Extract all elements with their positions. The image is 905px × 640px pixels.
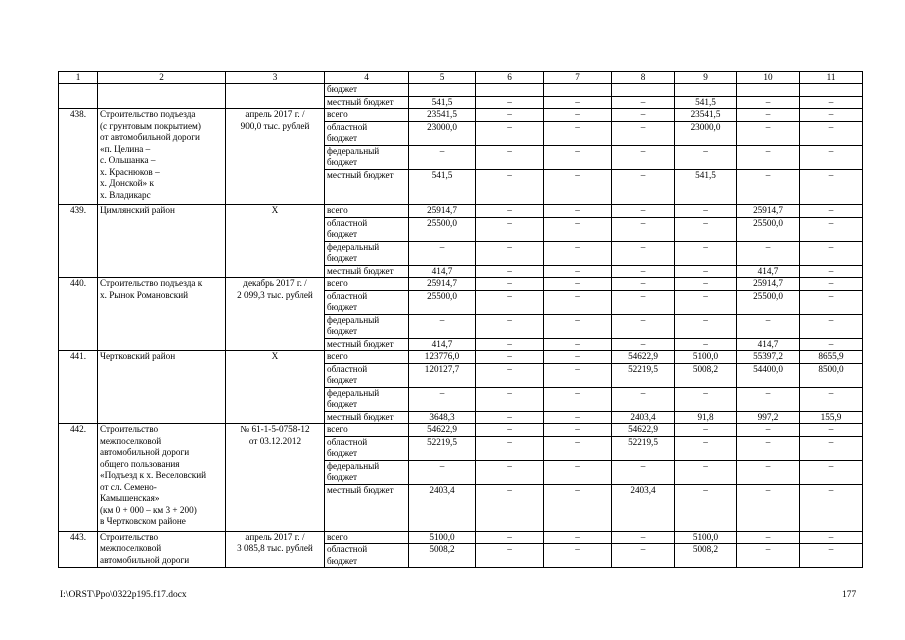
- amount-cell: –: [737, 424, 800, 437]
- amount-cell: 2403,4: [612, 484, 675, 531]
- conditions: Х: [226, 205, 325, 278]
- amount-cell: –: [476, 436, 544, 460]
- amount-cell: –: [544, 265, 612, 278]
- amount-cell: 414,7: [737, 265, 800, 278]
- amount-cell: –: [544, 531, 612, 544]
- amount-cell: 25500,0: [737, 217, 800, 241]
- budget-category: всего: [325, 109, 409, 122]
- budget-category: местный бюджет: [325, 411, 409, 424]
- budget-category: местный бюджет: [325, 169, 409, 205]
- amount-cell: 541,5: [409, 96, 476, 109]
- amount-cell: 55397,2: [737, 351, 800, 364]
- amount-cell: 414,7: [409, 338, 476, 351]
- budget-category: всего: [325, 278, 409, 291]
- amount-cell: 541,5: [675, 169, 737, 205]
- amount-cell: –: [800, 436, 863, 460]
- amount-cell: 5008,2: [409, 544, 476, 568]
- amount-cell: [737, 84, 800, 97]
- amount-cell: –: [544, 544, 612, 568]
- amount-cell: –: [800, 169, 863, 205]
- budget-category: областной бюджет: [325, 121, 409, 145]
- amount-cell: [612, 84, 675, 97]
- conditions: Х: [226, 351, 325, 424]
- amount-cell: –: [675, 460, 737, 484]
- amount-cell: –: [612, 241, 675, 265]
- budget-category: областной бюджет: [325, 544, 409, 568]
- amount-cell: –: [544, 169, 612, 205]
- budget-category: федеральный бюджет: [325, 314, 409, 338]
- amount-cell: –: [800, 121, 863, 145]
- amount-cell: –: [612, 544, 675, 568]
- table-row: [59, 278, 863, 291]
- row-number: 438.: [59, 109, 98, 205]
- amount-cell: –: [544, 351, 612, 364]
- amount-cell: 2403,4: [612, 411, 675, 424]
- amount-cell: 5100,0: [409, 531, 476, 544]
- budget-category: местный бюджет: [325, 484, 409, 531]
- amount-cell: –: [409, 387, 476, 411]
- amount-cell: 23000,0: [675, 121, 737, 145]
- amount-cell: [544, 84, 612, 97]
- column-header: 1: [59, 72, 98, 84]
- amount-cell: –: [612, 278, 675, 291]
- amount-cell: –: [476, 460, 544, 484]
- budget-category: областной бюджет: [325, 217, 409, 241]
- amount-cell: –: [544, 96, 612, 109]
- row-number: 442.: [59, 424, 98, 532]
- amount-cell: –: [476, 145, 544, 169]
- amount-cell: –: [675, 484, 737, 531]
- amount-cell: –: [800, 241, 863, 265]
- amount-cell: –: [800, 217, 863, 241]
- amount-cell: –: [737, 544, 800, 568]
- amount-cell: –: [612, 290, 675, 314]
- amount-cell: –: [800, 460, 863, 484]
- amount-cell: [800, 84, 863, 97]
- amount-cell: –: [612, 217, 675, 241]
- amount-cell: –: [544, 145, 612, 169]
- conditions: № 61-1-5-0758-12 от 03.12.2012: [226, 424, 325, 532]
- amount-cell: –: [544, 314, 612, 338]
- amount-cell: –: [675, 387, 737, 411]
- amount-cell: –: [476, 484, 544, 531]
- object-name: Строительство межпоселковой автомобильной дороги общего пользования «Подъезд к х. Веселовский от сл. Семено- Камышенская» (км 0 + 000 – км 3 + 200) в Чертковском районе: [98, 424, 226, 532]
- amount-cell: –: [800, 484, 863, 531]
- table-row: [59, 205, 863, 218]
- column-header: 7: [544, 72, 612, 84]
- object-name: Строительство подъезда к х. Рынок Романовский: [98, 278, 226, 351]
- amount-cell: –: [476, 351, 544, 364]
- amount-cell: –: [544, 387, 612, 411]
- amount-cell: 52219,5: [612, 363, 675, 387]
- amount-cell: 54400,0: [737, 363, 800, 387]
- amount-cell: –: [476, 121, 544, 145]
- amount-cell: [409, 84, 476, 97]
- budget-category: бюджет: [325, 84, 409, 97]
- amount-cell: 23000,0: [409, 121, 476, 145]
- amount-cell: 91,8: [675, 411, 737, 424]
- amount-cell: –: [737, 121, 800, 145]
- amount-cell: 8500,0: [800, 363, 863, 387]
- amount-cell: –: [737, 169, 800, 205]
- amount-cell: –: [476, 205, 544, 218]
- budget-category: областной бюджет: [325, 436, 409, 460]
- budget-category: всего: [325, 351, 409, 364]
- budget-category: областной бюджет: [325, 290, 409, 314]
- file-path: I:\ORST\Ppo\0322p195.f17.docx: [60, 590, 187, 600]
- object-name: Строительство межпоселковой автомобильной дороги: [98, 531, 226, 568]
- amount-cell: –: [800, 387, 863, 411]
- amount-cell: –: [800, 314, 863, 338]
- column-header: 9: [675, 72, 737, 84]
- amount-cell: 23541,5: [675, 109, 737, 122]
- amount-cell: –: [476, 544, 544, 568]
- amount-cell: –: [476, 278, 544, 291]
- amount-cell: –: [544, 121, 612, 145]
- amount-cell: –: [675, 145, 737, 169]
- row-number: 440.: [59, 278, 98, 351]
- amount-cell: –: [737, 96, 800, 109]
- column-header: 5: [409, 72, 476, 84]
- amount-cell: –: [612, 338, 675, 351]
- amount-cell: –: [544, 460, 612, 484]
- amount-cell: –: [675, 217, 737, 241]
- amount-cell: –: [409, 145, 476, 169]
- amount-cell: –: [476, 241, 544, 265]
- amount-cell: 997,2: [737, 411, 800, 424]
- amount-cell: –: [737, 241, 800, 265]
- column-header: 8: [612, 72, 675, 84]
- amount-cell: 5100,0: [675, 351, 737, 364]
- amount-cell: –: [800, 278, 863, 291]
- budget-category: федеральный бюджет: [325, 460, 409, 484]
- amount-cell: –: [737, 531, 800, 544]
- amount-cell: 541,5: [409, 169, 476, 205]
- column-header: 2: [98, 72, 226, 84]
- row-number: 441.: [59, 351, 98, 424]
- amount-cell: 2403,4: [409, 484, 476, 531]
- amount-cell: –: [544, 424, 612, 437]
- amount-cell: –: [612, 145, 675, 169]
- amount-cell: –: [737, 460, 800, 484]
- amount-cell: 54622,9: [409, 424, 476, 437]
- amount-cell: 414,7: [737, 338, 800, 351]
- budget-category: всего: [325, 424, 409, 437]
- column-header: 10: [737, 72, 800, 84]
- amount-cell: 5008,2: [675, 544, 737, 568]
- table-row: [59, 84, 863, 97]
- amount-cell: 5008,2: [675, 363, 737, 387]
- amount-cell: 5100,0: [675, 531, 737, 544]
- amount-cell: –: [476, 531, 544, 544]
- amount-cell: 23541,5: [409, 109, 476, 122]
- column-header: 3: [226, 72, 325, 84]
- amount-cell: [675, 84, 737, 97]
- amount-cell: –: [544, 205, 612, 218]
- amount-cell: –: [612, 531, 675, 544]
- amount-cell: 52219,5: [612, 436, 675, 460]
- amount-cell: –: [675, 278, 737, 291]
- amount-cell: 25914,7: [409, 205, 476, 218]
- amount-cell: –: [612, 314, 675, 338]
- amount-cell: –: [612, 387, 675, 411]
- amount-cell: –: [800, 109, 863, 122]
- conditions: апрель 2017 г. / 900,0 тыс. рублей: [226, 109, 325, 205]
- amount-cell: 25500,0: [737, 290, 800, 314]
- amount-cell: 541,5: [675, 96, 737, 109]
- amount-cell: –: [476, 411, 544, 424]
- amount-cell: –: [409, 241, 476, 265]
- budget-category: всего: [325, 531, 409, 544]
- row-number: 443.: [59, 531, 98, 568]
- amount-cell: –: [800, 290, 863, 314]
- amount-cell: 25914,7: [737, 278, 800, 291]
- amount-cell: –: [675, 314, 737, 338]
- amount-cell: 25914,7: [409, 278, 476, 291]
- amount-cell: 155,9: [800, 411, 863, 424]
- row-number: [59, 84, 98, 109]
- amount-cell: 52219,5: [409, 436, 476, 460]
- amount-cell: –: [476, 290, 544, 314]
- amount-cell: –: [612, 121, 675, 145]
- amount-cell: –: [476, 109, 544, 122]
- budget-category: федеральный бюджет: [325, 241, 409, 265]
- column-header: 4: [325, 72, 409, 84]
- page-number: 177: [842, 590, 857, 600]
- amount-cell: 54622,9: [612, 351, 675, 364]
- amount-cell: –: [544, 484, 612, 531]
- amount-cell: –: [675, 265, 737, 278]
- amount-cell: –: [800, 338, 863, 351]
- amount-cell: –: [544, 411, 612, 424]
- amount-cell: 414,7: [409, 265, 476, 278]
- table-header-row: [59, 72, 863, 84]
- conditions: декабрь 2017 г. / 2 099,3 тыс. рублей: [226, 278, 325, 351]
- table-row: [59, 109, 863, 122]
- amount-cell: –: [737, 387, 800, 411]
- amount-cell: –: [675, 205, 737, 218]
- amount-cell: 3648,3: [409, 411, 476, 424]
- amount-cell: 120127,7: [409, 363, 476, 387]
- amount-cell: –: [737, 109, 800, 122]
- amount-cell: –: [476, 169, 544, 205]
- amount-cell: –: [409, 314, 476, 338]
- budget-category: местный бюджет: [325, 96, 409, 109]
- amount-cell: 25500,0: [409, 290, 476, 314]
- table-row: [59, 531, 863, 544]
- amount-cell: –: [737, 314, 800, 338]
- amount-cell: 8655,9: [800, 351, 863, 364]
- amount-cell: 123776,0: [409, 351, 476, 364]
- budget-category: федеральный бюджет: [325, 145, 409, 169]
- amount-cell: –: [675, 424, 737, 437]
- amount-cell: –: [612, 265, 675, 278]
- amount-cell: –: [737, 436, 800, 460]
- amount-cell: –: [544, 290, 612, 314]
- amount-cell: –: [544, 338, 612, 351]
- amount-cell: 25500,0: [409, 217, 476, 241]
- amount-cell: –: [800, 96, 863, 109]
- amount-cell: –: [476, 338, 544, 351]
- amount-cell: –: [737, 145, 800, 169]
- amount-cell: –: [612, 109, 675, 122]
- amount-cell: –: [476, 265, 544, 278]
- budget-category: областной бюджет: [325, 363, 409, 387]
- amount-cell: –: [476, 314, 544, 338]
- amount-cell: –: [612, 205, 675, 218]
- amount-cell: –: [675, 338, 737, 351]
- amount-cell: –: [476, 387, 544, 411]
- amount-cell: –: [409, 460, 476, 484]
- amount-cell: –: [612, 169, 675, 205]
- object-name: [98, 84, 226, 109]
- object-name: Цимлянский район: [98, 205, 226, 278]
- amount-cell: –: [544, 363, 612, 387]
- amount-cell: –: [476, 217, 544, 241]
- amount-cell: –: [544, 109, 612, 122]
- amount-cell: –: [544, 436, 612, 460]
- budget-category: местный бюджет: [325, 338, 409, 351]
- amount-cell: –: [476, 424, 544, 437]
- amount-cell: –: [800, 531, 863, 544]
- amount-cell: –: [612, 460, 675, 484]
- amount-cell: –: [737, 484, 800, 531]
- row-number: 439.: [59, 205, 98, 278]
- amount-cell: –: [476, 96, 544, 109]
- column-header: 6: [476, 72, 544, 84]
- table-row: [59, 351, 863, 364]
- object-name: Чертковский район: [98, 351, 226, 424]
- amount-cell: 25914,7: [737, 205, 800, 218]
- amount-cell: –: [544, 278, 612, 291]
- column-header: 11: [800, 72, 863, 84]
- amount-cell: –: [544, 241, 612, 265]
- budget-category: местный бюджет: [325, 265, 409, 278]
- amount-cell: 54622,9: [612, 424, 675, 437]
- amount-cell: –: [800, 265, 863, 278]
- amount-cell: –: [544, 217, 612, 241]
- table-row: [59, 424, 863, 437]
- budget-category: всего: [325, 205, 409, 218]
- amount-cell: –: [675, 290, 737, 314]
- amount-cell: –: [675, 241, 737, 265]
- amount-cell: –: [800, 205, 863, 218]
- amount-cell: –: [612, 96, 675, 109]
- object-name: Строительство подъезда (с грунтовым покрытием) от автомобильной дороги «п. Целина – с. Ольшанка – х. Краснюков – х. Донской» к х. Владикарс: [98, 109, 226, 205]
- conditions: [226, 84, 325, 109]
- amount-cell: –: [800, 544, 863, 568]
- amount-cell: –: [800, 424, 863, 437]
- amount-cell: –: [476, 363, 544, 387]
- amount-cell: –: [675, 436, 737, 460]
- amount-cell: –: [800, 145, 863, 169]
- budget-table: [58, 71, 863, 568]
- amount-cell: [476, 84, 544, 97]
- budget-category: федеральный бюджет: [325, 387, 409, 411]
- conditions: апрель 2017 г. / 3 085,8 тыс. рублей: [226, 531, 325, 568]
